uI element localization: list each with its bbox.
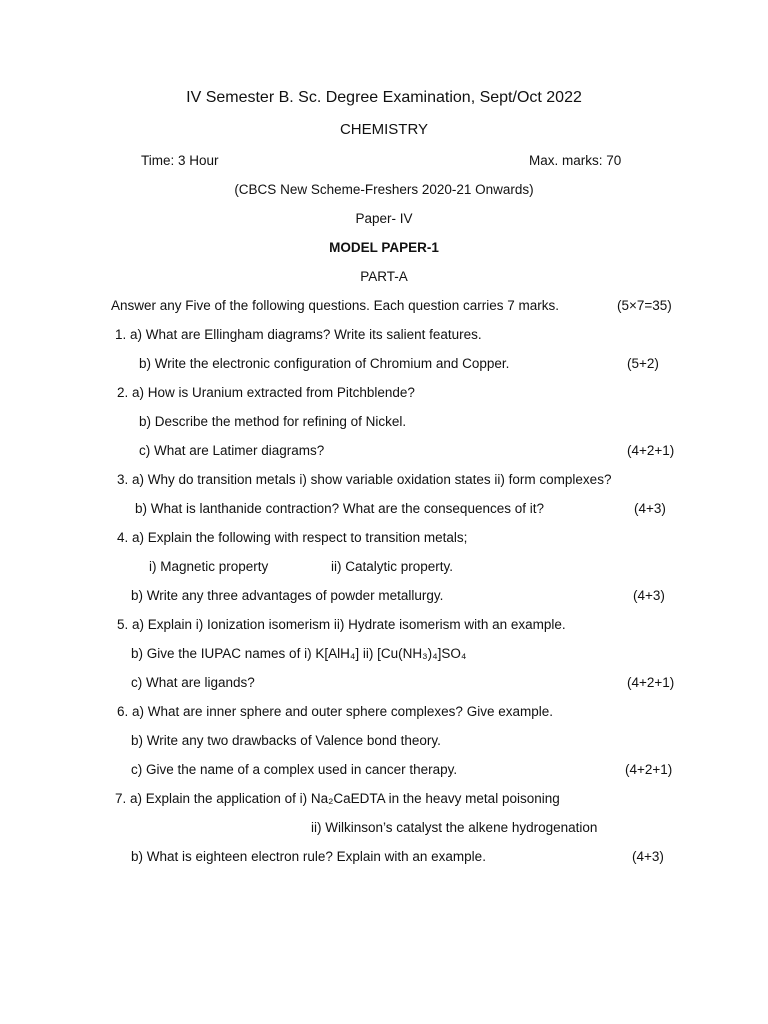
question-5b: b) Give the IUPAC names of i) K[AlH₄] ii) [Cu(NH₃)₄]SO₄ xyxy=(131,646,467,661)
question-1b: b) Write the electronic configuration of Chromium and Copper. xyxy=(139,356,510,371)
question-3a: 3. a) Why do transition metals i) show variable oxidation states ii) form complexes? xyxy=(117,472,612,487)
exam-duration: Time: 3 Hour xyxy=(141,153,219,168)
question-4b: b) Write any three advantages of powder metallurgy. xyxy=(131,588,444,603)
question-7b: b) What is eighteen electron rule? Explain with an example. xyxy=(131,849,486,864)
subject-title: CHEMISTRY xyxy=(339,121,429,138)
question-2-marks: (4+2+1) xyxy=(627,443,675,458)
question-3b: b) What is lanthanide contraction? What are the consequences of it? xyxy=(135,501,544,516)
question-5a: 5. a) Explain i) Ionization isomerism ii) Hydrate isomerism with an example. xyxy=(117,617,566,632)
paper-number: Paper- IV xyxy=(355,211,413,226)
question-2b: b) Describe the method for refining of Nickel. xyxy=(139,414,407,429)
max-marks: Max. marks: 70 xyxy=(529,153,622,168)
instructions-marks: (5×7=35) xyxy=(617,298,672,313)
question-4a: 4. a) Explain the following with respect to transition metals; xyxy=(117,530,468,545)
question-4-marks: (4+3) xyxy=(633,588,665,603)
instructions-text: Answer any Five of the following questions. Each question carries 7 marks. xyxy=(111,298,559,313)
question-1-marks: (5+2) xyxy=(627,356,659,371)
part-heading: PART-A xyxy=(360,269,408,284)
exam-title: IV Semester B. Sc. Degree Examination, Sept/Oct 2022 xyxy=(186,89,582,106)
question-2c: c) What are Latimer diagrams? xyxy=(139,443,325,458)
question-7-marks: (4+3) xyxy=(632,849,664,864)
question-7a: 7. a) Explain the application of i) Na₂CaEDTA in the heavy metal poisoning xyxy=(115,791,560,806)
question-5c: c) What are ligands? xyxy=(131,675,255,690)
question-6-marks: (4+2+1) xyxy=(625,762,673,777)
question-1a: 1. a) What are Ellingham diagrams? Write its salient features. xyxy=(115,327,482,342)
question-2a: 2. a) How is Uranium extracted from Pitchblende? xyxy=(117,385,415,400)
question-3-marks: (4+3) xyxy=(634,501,666,516)
question-6b: b) Write any two drawbacks of Valence bond theory. xyxy=(131,733,441,748)
question-4a-ii: ii) Catalytic property. xyxy=(331,559,454,574)
question-5-marks: (4+2+1) xyxy=(627,675,675,690)
question-4a-i: i) Magnetic property xyxy=(149,559,269,574)
question-6c: c) Give the name of a complex used in cancer therapy. xyxy=(131,762,458,777)
model-paper-title: MODEL PAPER-1 xyxy=(329,240,439,255)
question-6a: 6. a) What are inner sphere and outer sphere complexes? Give example. xyxy=(117,704,553,719)
question-7a-ii: ii) Wilkinson’s catalyst the alkene hydrogenation xyxy=(311,820,598,835)
scheme-note: (CBCS New Scheme-Freshers 2020-21 Onwards) xyxy=(234,182,534,197)
